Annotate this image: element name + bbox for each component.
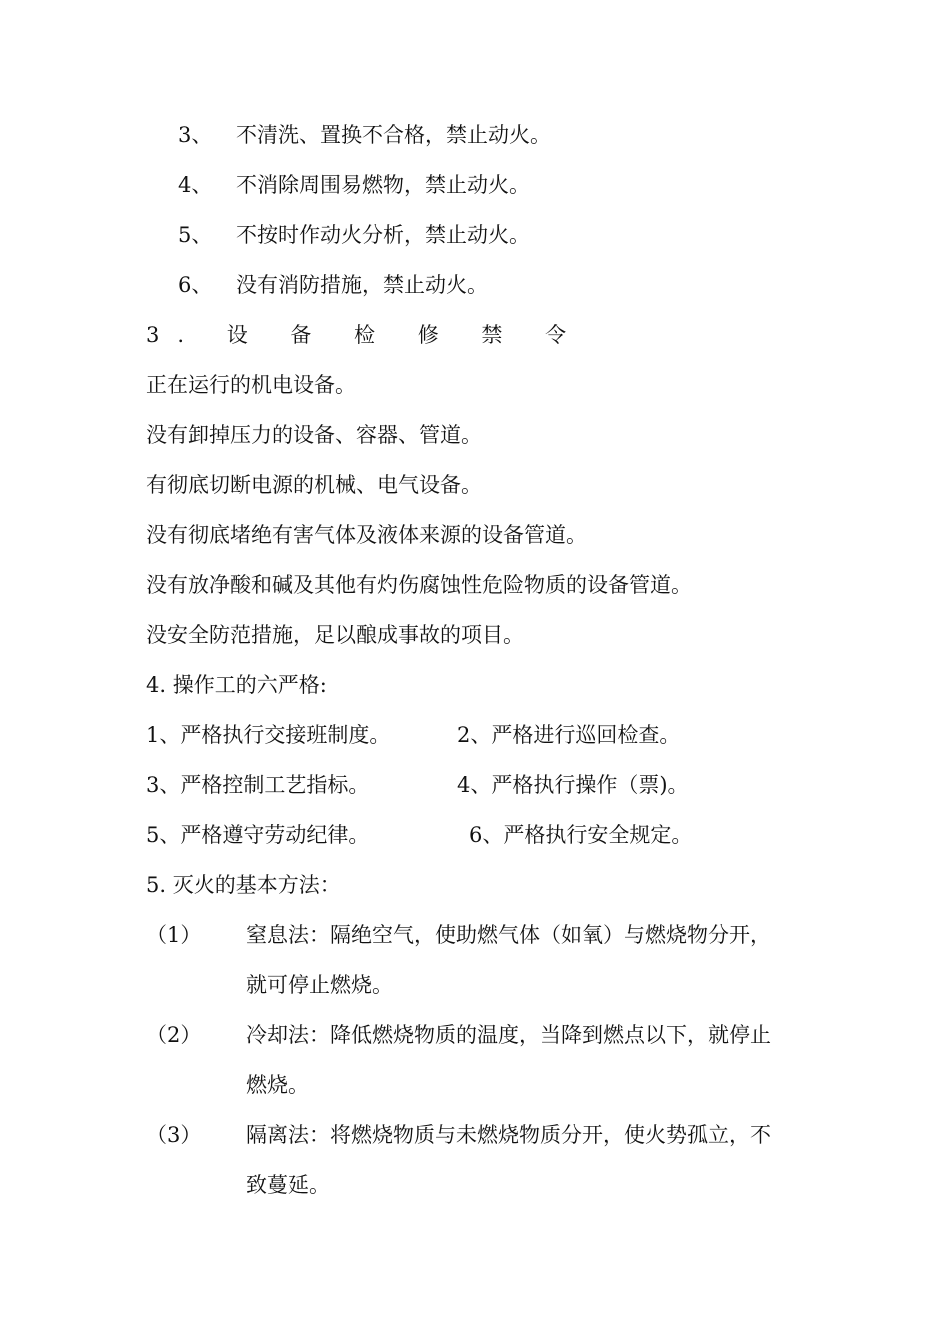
method-1-line-2: 就可停止燃烧。 (246, 973, 393, 997)
list-text: 不按时作动火分析，禁止动火。 (236, 223, 530, 247)
list-text: 不消除周围易燃物，禁止动火。 (236, 173, 530, 197)
method-2-line-2: 燃烧。 (246, 1073, 309, 1097)
strict-row-1 (0, 721, 950, 749)
method-text: 窒息法：隔绝空气，使助燃气体（如氧）与燃烧物分开， (246, 923, 771, 947)
section-3-item: 正在运行的机电设备。 (146, 373, 356, 397)
list-text: 不清洗、置换不合格，禁止动火。 (236, 123, 551, 147)
list-number: 4、 (178, 173, 213, 197)
method-1-line-1 (0, 921, 950, 949)
strict-item: 6、严格执行安全规定。 (469, 823, 693, 847)
fire-rule-6 (0, 271, 950, 299)
section-3-item: 有彻底切断电源的机械、电气设备。 (146, 473, 482, 497)
section-3-item: 没安全防范措施，足以酿成事故的项目。 (146, 623, 524, 647)
strict-row-3 (0, 821, 950, 849)
section-4-heading: 4. 操作工的六严格: (146, 673, 327, 697)
list-number: 3、 (178, 123, 213, 147)
method-text: 冷却法：降低燃烧物质的温度，当降到燃点以下，就停止 (246, 1023, 771, 1047)
section-3-item: 没有彻底堵绝有害气体及液体来源的设备管道。 (146, 523, 587, 547)
method-number: （2） (146, 1023, 202, 1047)
list-number: 6、 (178, 273, 213, 297)
method-number: （3） (146, 1123, 202, 1147)
method-number: （1） (146, 923, 202, 947)
fire-rule-4 (0, 171, 950, 199)
strict-item: 4、严格执行操作（票)。 (457, 773, 689, 797)
section-3-item: 没有放净酸和碱及其他有灼伤腐蚀性危险物质的设备管道。 (146, 573, 692, 597)
fire-rule-5 (0, 221, 950, 249)
strict-item: 1、严格执行交接班制度。 (146, 723, 391, 747)
section-3-item: 没有卸掉压力的设备、容器、管道。 (146, 423, 482, 447)
strict-row-2 (0, 771, 950, 799)
section-5-heading: 5. 灭火的基本方法： (146, 873, 341, 897)
method-text: 隔离法：将燃烧物质与未燃烧物质分开，使火势孤立，不 (246, 1123, 771, 1147)
list-number: 5、 (178, 223, 213, 247)
method-3-line-2: 致蔓延。 (246, 1173, 330, 1197)
section-3-heading: 3. 设 备 检 修 禁 令 (146, 323, 585, 347)
method-2-line-1 (0, 1021, 950, 1049)
strict-item: 3、严格控制工艺指标。 (146, 773, 370, 797)
strict-item: 5、严格遵守劳动纪律。 (146, 823, 370, 847)
fire-rule-3 (0, 121, 950, 149)
strict-item: 2、严格进行巡回检查。 (457, 723, 681, 747)
list-text: 没有消防措施，禁止动火。 (236, 273, 488, 297)
method-3-line-1 (0, 1121, 950, 1149)
